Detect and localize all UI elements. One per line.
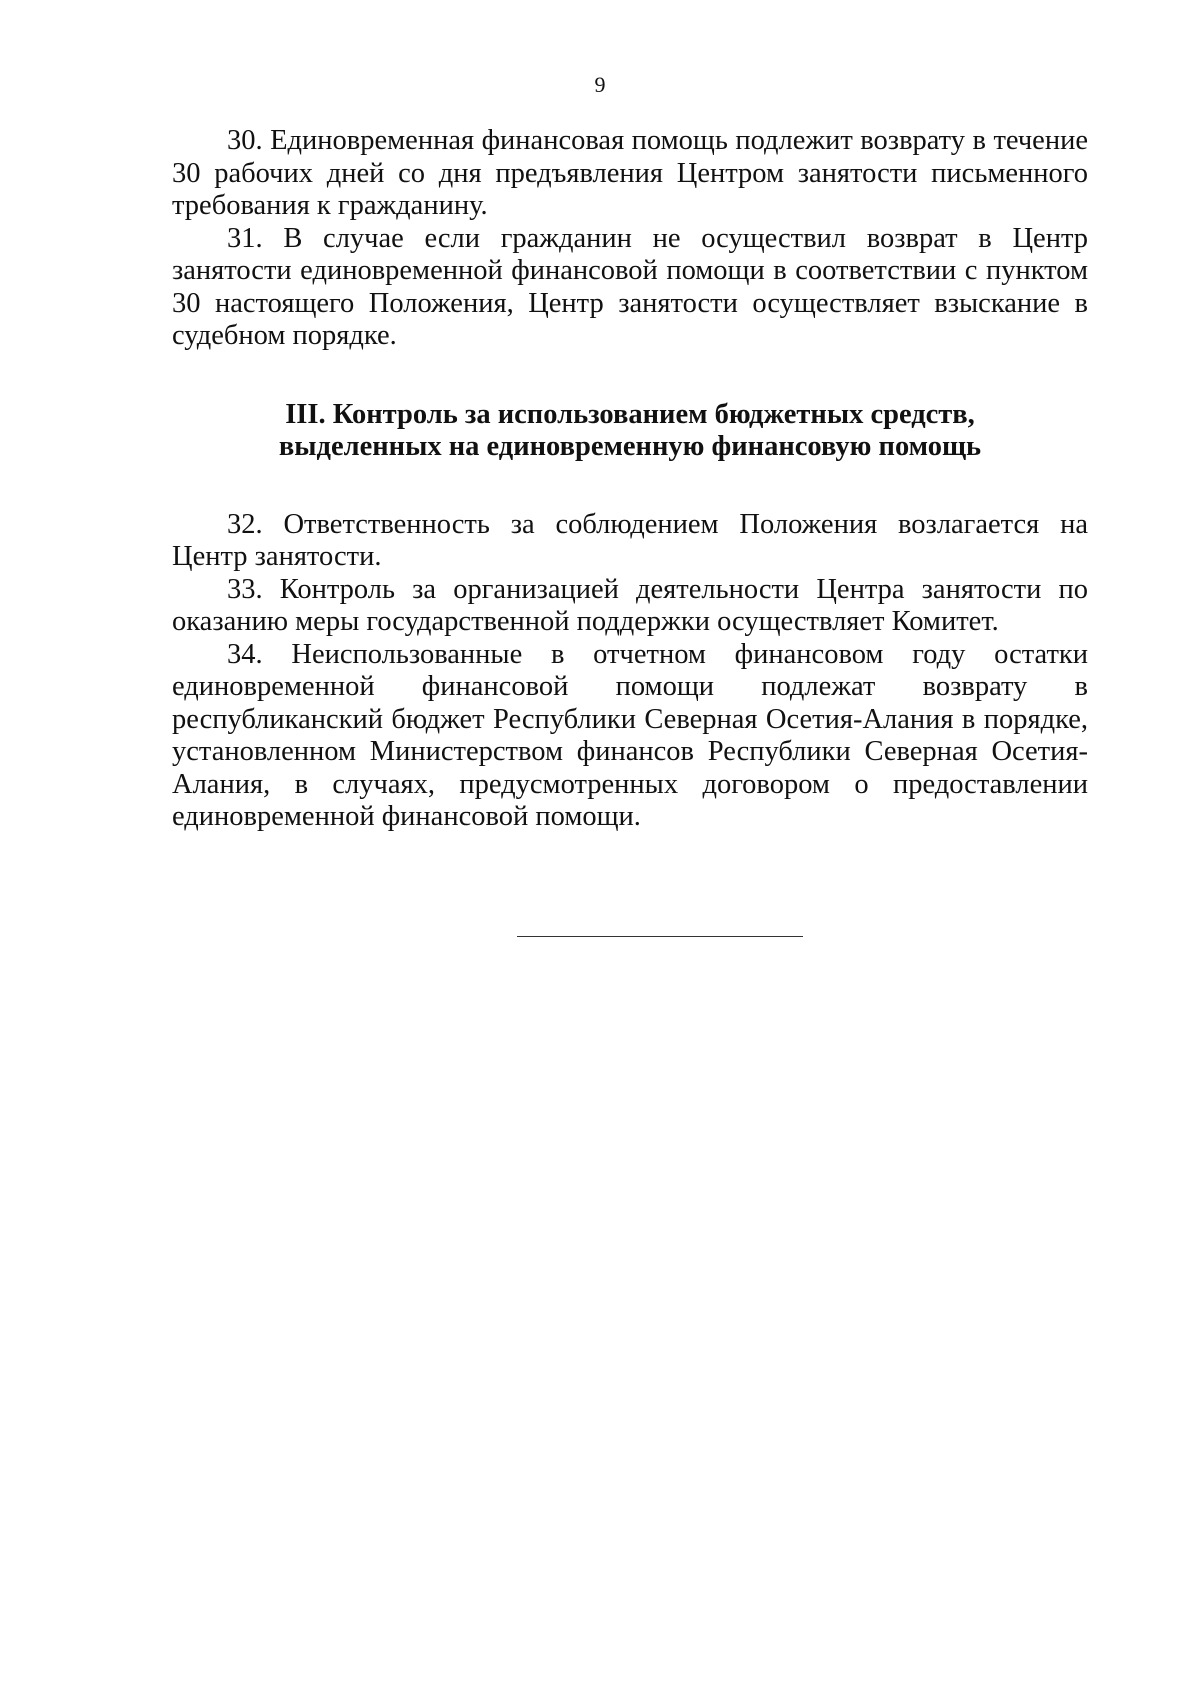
paragraph-32: 32. Ответственность за соблюдением Положения возлагается на Центр занятости. [172, 508, 1088, 572]
section-heading [172, 399, 1088, 464]
paragraph-33: 33. Контроль за организацией деятельности Центра занятости по оказанию меры государственной поддержки осуществляет Комитет. [172, 573, 1088, 637]
page-number: 9 [594, 72, 606, 97]
paragraph-30: 30. Единовременная финансовая помощь подлежит возврату в течение 30 рабочих дней со дня предъявления Центром занятости письменного требования к гражданину. [172, 125, 1088, 221]
paragraph-34: 34. Неиспользованные в отчетном финансовом году остатки единовременной финансовой помощи подлежат возврату в республиканский бюджет Республики Северная Осетия-Алания в порядке, установленном Министерством финансов Республики Северная Осетия-Алания, в случаях, предусмотренных договором о предоставлении единовременной финансовой помощи. [172, 638, 1088, 832]
document-body [172, 125, 1088, 834]
section-heading-line-2: выделенных на единовременную финансовую помощь [278, 431, 982, 462]
section-heading-line-1: III. Контроль за использованием бюджетных средств, [285, 398, 975, 430]
paragraph-31: 31. В случае если гражданин не осуществил возврат в Центр занятости единовременной финансовой помощи в соответствии с пунктом 30 настоящего Положения, Центр занятости осуществляет взыскание в судебном порядке. [172, 222, 1088, 351]
end-divider-line [517, 936, 803, 937]
